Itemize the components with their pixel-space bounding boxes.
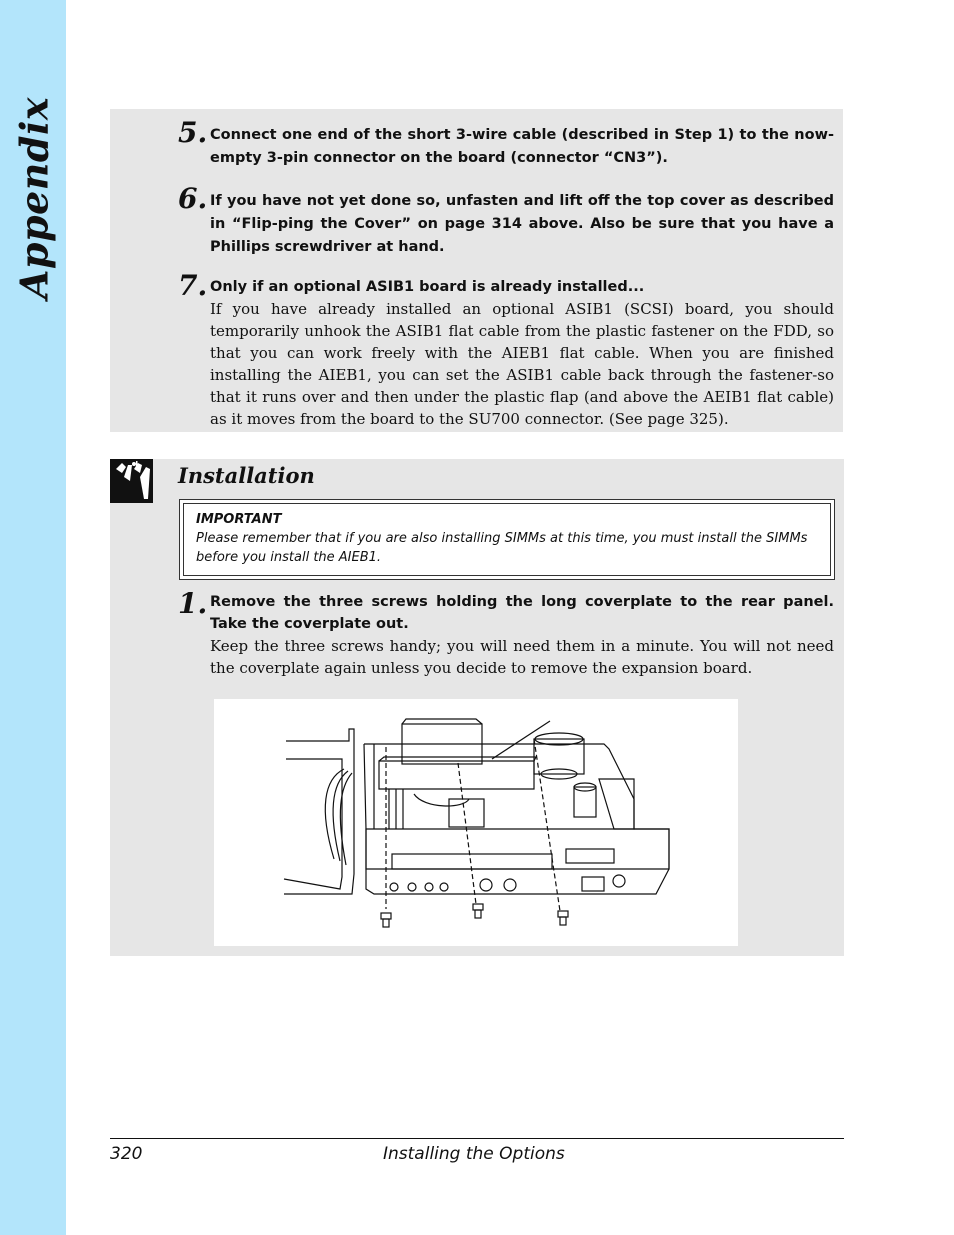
page-number: 320 [110,1144,143,1164]
step-number: 6. [178,182,208,215]
appendix-label: Appendix [11,96,57,300]
important-text: Please remember that if you are also installing SIMMs at this time, you must install the SIMMs before you install the AIEB1. [196,531,808,565]
step-text [210,123,834,169]
installation-title: Installation [178,463,315,488]
step-heading: Connect one end of the short 3-wire cable (described in Step 1) to the now-empty 3-pin connector on the board (connector “CN3”). [210,127,834,166]
important-title: IMPORTANT [196,512,282,527]
footer-rule [110,1138,844,1139]
step-heading: Remove the three screws holding the long coverplate to the rear panel. Take the coverplate out. [210,594,834,632]
step-text [210,189,834,258]
important-inner [183,503,831,576]
step-number: 7. [178,269,208,302]
step-heading: Only if an optional ASIB1 board is already installed... [210,279,645,295]
step-number: 1. [178,587,208,620]
step-number: 5. [178,116,208,149]
step-body: If you have already installed an optional ASIB1 (SCSI) board, you should temporarily unhook the ASIB1 flat cable from the plastic fastener on the FDD, so that you can work freely with the AIEB1 flat cable. When you are finished installing the AIEB1, you can set the ASIB1 cable back through the fastener-so that it runs over and then under the plastic flap (and above the AEIB1 flat cable) as it moves from the board to the SU700 connector. (See page 325). [210,300,834,428]
steps-panel [110,109,843,432]
step-text [210,591,834,679]
important-notice [179,499,835,580]
coverplate-illustration [214,699,738,946]
step-text [210,276,834,430]
appendix-side-tab [0,0,66,1235]
step-heading: If you have not yet done so, unfasten and lift off the top cover as described in “Flip-ping the Cover” on page 314 above. Also be sure that you have a Phillips screwdriver at hand. [210,193,834,255]
step-body: Keep the three screws handy; you will need them in a minute. You will not need the coverplate again unless you decide to remove the expansion board. [210,637,834,677]
installation-icon [110,459,153,503]
footer-title: Installing the Options [383,1144,565,1164]
